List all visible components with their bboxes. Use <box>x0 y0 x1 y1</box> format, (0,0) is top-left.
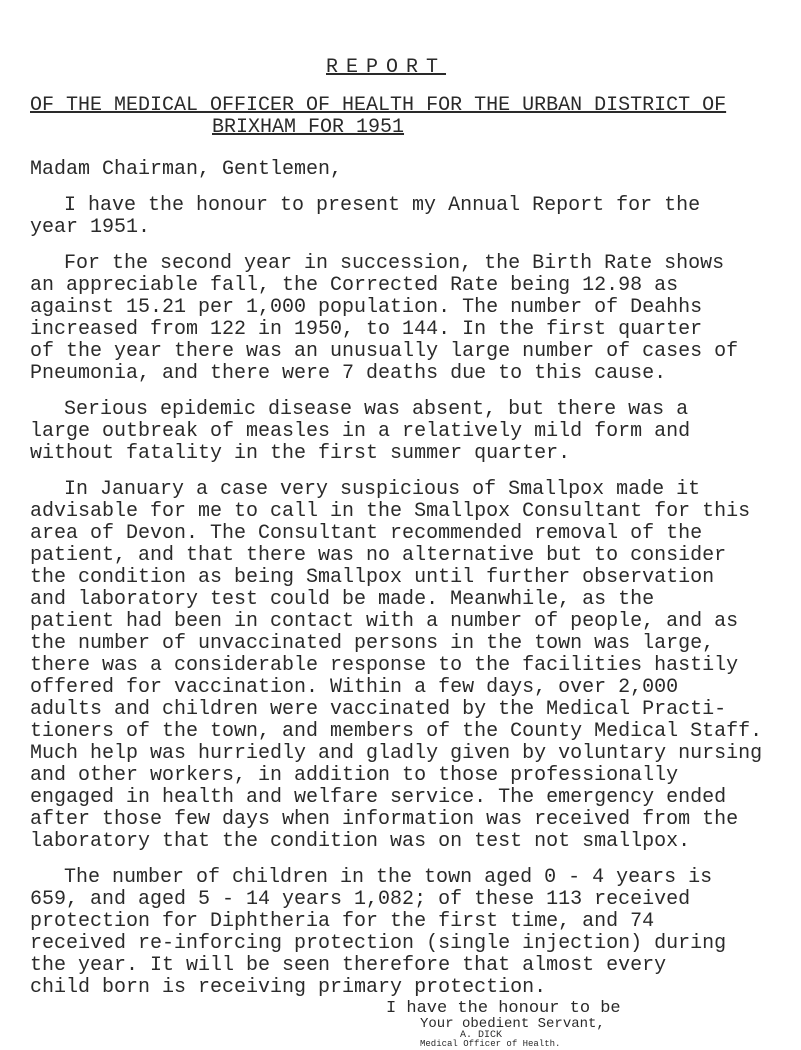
paragraph-2-line-6: Pneumonia, and there were 7 deaths due to this cause. <box>30 362 667 385</box>
report-heading-line2: BRIXHAM FOR 1951 <box>212 116 405 139</box>
paragraph-3-line-1: Serious epidemic disease was absent, but there was a <box>64 398 689 421</box>
paragraph-5-line-6: child born is receiving primary protection. <box>30 976 547 999</box>
paragraph-2-line-1: For the second year in succession, the Birth Rate shows <box>64 252 725 275</box>
paragraph-5-line-3: protection for Diphtheria for the first time, and 74 <box>30 910 655 933</box>
paragraph-4-line-6: and laboratory test could be made. Meanwhile, as the <box>30 588 655 611</box>
paragraph-2-line-4: increased from 122 in 1950, to 144. In the first quarter <box>30 318 703 341</box>
paragraph-1-line-2: year 1951. <box>30 216 151 239</box>
salutation: Madam Chairman, Gentlemen, <box>30 158 343 181</box>
paragraph-2-line-5: of the year there was an unusually large number of cases of <box>30 340 739 363</box>
closing-line-2: Your obedient Servant, <box>420 1016 605 1032</box>
paragraph-4-line-16: after those few days when information was received from the <box>30 808 739 831</box>
paragraph-4-line-1: In January a case very suspicious of Smallpox made it <box>64 478 701 501</box>
paragraph-4-line-11: adults and children were vaccinated by the Medical Practi- <box>30 698 727 721</box>
paragraph-5-line-5: the year. It will be seen therefore that almost every <box>30 954 667 977</box>
paragraph-4-line-17: laboratory that the condition was on test not smallpox. <box>30 830 691 853</box>
paragraph-4-line-5: the condition as being Smallpox until further observation <box>30 566 715 589</box>
paragraph-3-line-3: without fatality in the first summer quarter. <box>30 442 571 465</box>
paragraph-5-line-2: 659, and aged 5 - 14 years 1,082; of these 113 received <box>30 888 691 911</box>
paragraph-2-line-3: against 15.21 per 1,000 population. The number of Deahhs <box>30 296 703 319</box>
paragraph-1-line-1: I have the honour to present my Annual Report for the <box>64 194 701 217</box>
paragraph-4-line-13: Much help was hurriedly and gladly given by voluntary nursing <box>30 742 763 765</box>
closing-signatory-title: Medical Officer of Health. <box>420 1039 561 1049</box>
closing-line-1: I have the honour to be <box>386 999 621 1018</box>
paragraph-2-line-2: an appreciable fall, the Corrected Rate being 12.98 as <box>30 274 679 297</box>
paragraph-4-line-4: patient, and that there was no alternative but to consider <box>30 544 727 567</box>
paragraph-3-line-2: large outbreak of measles in a relatively mild form and <box>30 420 691 443</box>
paragraph-4-line-3: area of Devon. The Consultant recommended removal of the <box>30 522 703 545</box>
paragraph-4-line-10: offered for vaccination. Within a few days, over 2,000 <box>30 676 679 699</box>
paragraph-4-line-15: engaged in health and welfare service. The emergency ended <box>30 786 727 809</box>
closing-signatory-name: A. DICK <box>460 1030 503 1041</box>
paragraph-5-line-4: received re-inforcing protection (single injection) during <box>30 932 727 955</box>
report-heading-line1: OF THE MEDICAL OFFICER OF HEALTH FOR THE URBAN DISTRICT OF <box>30 94 727 117</box>
paragraph-4-line-8: the number of unvaccinated persons in the town was large, <box>30 632 715 655</box>
paragraph-4-line-9: there was a considerable response to the facilities hastily <box>30 654 739 677</box>
paragraph-4-line-14: and other workers, in addition to those professionally <box>30 764 679 787</box>
paragraph-4-line-2: advisable for me to call in the Smallpox Consultant for this <box>30 500 751 523</box>
paragraph-5-line-1: The number of children in the town aged 0 - 4 years is <box>64 866 713 889</box>
report-title: REPORT <box>326 56 447 79</box>
paragraph-4-line-7: patient had been in contact with a number of people, and as <box>30 610 739 633</box>
paragraph-4-line-12: tioners of the town, and members of the County Medical Staff. <box>30 720 763 743</box>
